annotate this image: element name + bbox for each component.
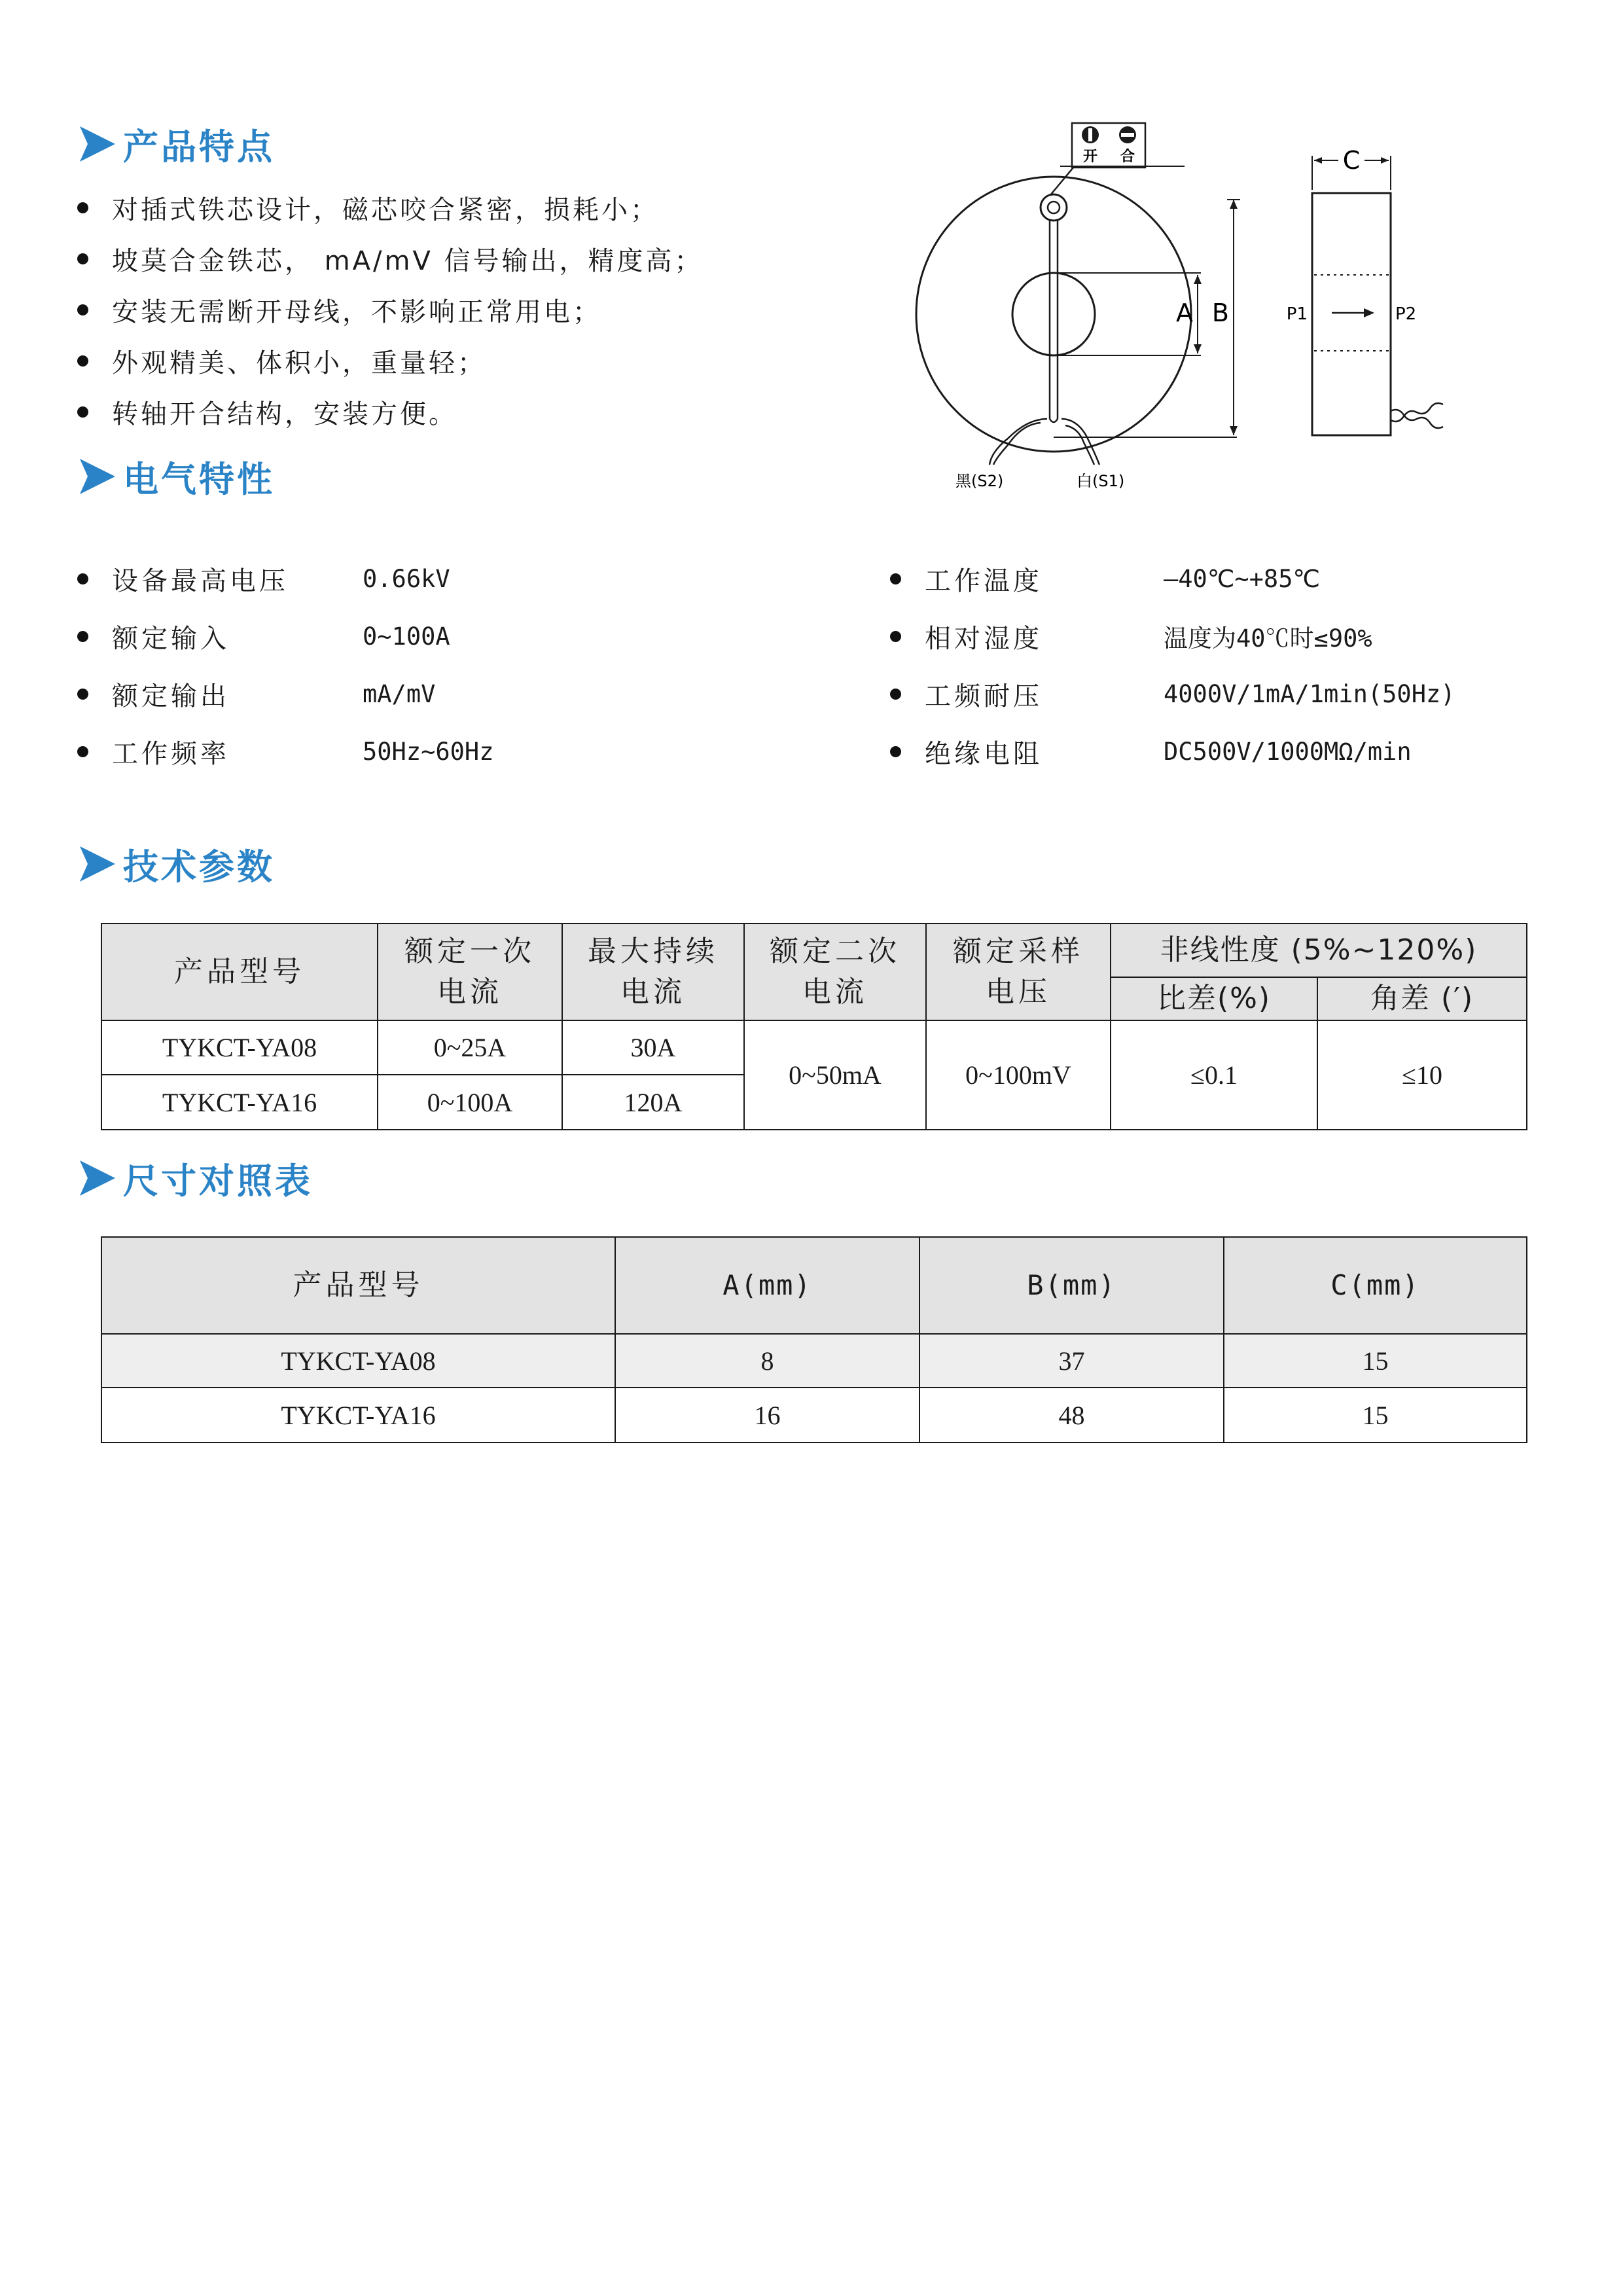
- spec-value: mA/mV: [363, 679, 436, 708]
- bullet-icon: [77, 253, 88, 264]
- spec-value: DC500V/1000MΩ/min: [1164, 737, 1412, 766]
- spec-value: 0~100A: [363, 622, 450, 651]
- header-line: 额定二次: [770, 935, 901, 968]
- header-rated-secondary-current: [744, 924, 926, 1020]
- arrow-icon: [77, 1158, 118, 1198]
- spec-label: 额定输入: [112, 623, 230, 654]
- cell-ratio-error: ≤0.1: [1111, 1020, 1317, 1130]
- cell-model: TYKCT-YA08: [101, 1020, 378, 1075]
- header-model: 产品型号: [101, 1237, 615, 1334]
- arrow-icon: [77, 124, 118, 164]
- bullet-icon: [77, 746, 88, 757]
- cell-a: 8: [615, 1334, 919, 1388]
- header-line: 额定一次: [404, 935, 535, 968]
- cell-c: 15: [1224, 1334, 1527, 1388]
- dimension-b-label: B: [1211, 298, 1229, 327]
- bullet-icon: [890, 631, 901, 642]
- switch-close-label: 合: [1120, 149, 1135, 165]
- bullet-icon: [890, 573, 901, 584]
- cell-c: 15: [1224, 1388, 1527, 1443]
- bullet-icon: [77, 631, 88, 642]
- section-heading-dimensions: [77, 1155, 313, 1201]
- bullet-icon: [77, 202, 88, 213]
- spec-value: 温度为40℃时≤90%: [1164, 624, 1372, 653]
- header-line: 电流: [437, 975, 503, 1009]
- feature-text: 对插式铁芯设计，磁芯咬合紧密，损耗小；: [112, 194, 659, 225]
- feature-text: 外观精美、体积小，重量轻；: [112, 348, 486, 378]
- table-row: [101, 1020, 1527, 1075]
- bullet-icon: [77, 355, 88, 367]
- bullet-icon: [890, 689, 901, 700]
- section-heading-electrical: [77, 454, 275, 499]
- spec-label: 额定输出: [112, 681, 230, 711]
- dimensions-table: [101, 1236, 1527, 1443]
- lead-white-label: 白(S1): [1077, 472, 1125, 490]
- bullet-icon: [77, 689, 88, 700]
- cell-b: 48: [919, 1388, 1224, 1443]
- cell-angle-error: ≤10: [1317, 1020, 1527, 1130]
- split-line: [1050, 221, 1058, 419]
- lead-black: [990, 419, 1047, 465]
- spec-row: [890, 607, 1372, 665]
- section-heading-technical: [77, 841, 275, 887]
- cell-b: 37: [919, 1334, 1224, 1388]
- header-line: 额定采样: [953, 935, 1084, 968]
- feature-list: [77, 182, 704, 437]
- arrow-icon: [77, 844, 118, 884]
- header-a: A(mm): [615, 1237, 919, 1334]
- spec-label: 工频耐压: [925, 681, 1043, 711]
- electrical-specs-right: [890, 550, 1455, 780]
- spec-value: 0.66kV: [363, 564, 450, 593]
- header-b: B(mm): [919, 1237, 1224, 1334]
- spec-row: [77, 607, 450, 665]
- feature-item: [77, 386, 704, 437]
- cell-model: TYKCT-YA08: [101, 1334, 615, 1388]
- spec-row: [890, 665, 1455, 723]
- table-header-row: [101, 924, 1527, 977]
- table-row: [101, 1334, 1527, 1388]
- cell-rated-primary: 0~25A: [378, 1020, 562, 1075]
- bullet-icon: [77, 406, 88, 418]
- switch-open-label: 开: [1082, 149, 1098, 165]
- product-diagram: [910, 111, 1499, 504]
- header-rated-primary-current: [378, 924, 562, 1020]
- spec-label: 设备最高电压: [112, 565, 289, 596]
- spec-label: 相对湿度: [925, 623, 1043, 654]
- spec-row: [890, 723, 1412, 780]
- spec-row: [77, 723, 494, 780]
- dimension-a-label: A: [1176, 298, 1193, 327]
- cell-max-continuous: 120A: [562, 1075, 744, 1130]
- cell-a: 16: [615, 1388, 919, 1443]
- spec-row: [77, 665, 436, 723]
- header-model: 产品型号: [101, 924, 378, 1020]
- header-line: 电流: [620, 975, 686, 1009]
- spec-row: [890, 550, 1321, 607]
- section-heading-text: 电气特性: [123, 457, 275, 500]
- p1-label: P1: [1286, 304, 1308, 324]
- spec-value: —40℃~+85℃: [1164, 564, 1321, 593]
- table-header-row: [101, 1237, 1527, 1334]
- header-angle-error: 角差 (′): [1317, 977, 1527, 1020]
- core-ring-inner: [1012, 273, 1095, 355]
- cell-max-continuous: 30A: [562, 1020, 744, 1075]
- dimension-c-label: C: [1342, 146, 1361, 175]
- section-heading-text: 产品特点: [123, 125, 275, 168]
- header-nonlinearity: 非线性度 (5%~120%): [1111, 924, 1527, 977]
- feature-text: 坡莫合金铁芯， mA/mV 信号输出，精度高；: [112, 245, 704, 276]
- section-heading-text: 技术参数: [123, 845, 275, 888]
- cell-rated-secondary: 0~50mA: [744, 1020, 926, 1130]
- header-line: 电流: [802, 975, 868, 1009]
- feature-item: [77, 284, 704, 335]
- feature-text: 安装无需断开母线，不影响正常用电；: [112, 296, 601, 327]
- bullet-icon: [77, 304, 88, 315]
- spec-label: 工作温度: [925, 565, 1043, 596]
- section-heading-features: [77, 121, 275, 167]
- spec-value: 4000V/1mA/1min(50Hz): [1164, 679, 1455, 708]
- electrical-specs-left: [77, 550, 494, 780]
- feature-text: 转轴开合结构，安装方便。: [112, 399, 457, 429]
- core-ring-outer: [916, 177, 1191, 452]
- lead-black-label: 黑(S2): [955, 472, 1004, 490]
- header-sampling-voltage: [926, 924, 1111, 1020]
- cell-model: TYKCT-YA16: [101, 1075, 378, 1130]
- cell-sampling-voltage: 0~100mV: [926, 1020, 1111, 1130]
- header-line: 最大持续: [588, 935, 719, 968]
- feature-item: [77, 335, 704, 386]
- hinge-icon: [1041, 194, 1067, 221]
- side-view: [1287, 146, 1443, 435]
- cell-rated-primary: 0~100A: [378, 1075, 562, 1130]
- current-direction-arrow-icon: [1364, 308, 1374, 317]
- cell-model: TYKCT-YA16: [101, 1388, 615, 1443]
- header-max-continuous-current: [562, 924, 744, 1020]
- feature-item: [77, 233, 704, 284]
- lead-white: [1061, 419, 1099, 465]
- spec-value: 50Hz~60Hz: [363, 737, 494, 766]
- spec-row: [77, 550, 450, 607]
- header-c: C(mm): [1224, 1237, 1527, 1334]
- table-row: [101, 1388, 1527, 1443]
- section-heading-text: 尺寸对照表: [123, 1159, 313, 1202]
- p2-label: P2: [1395, 304, 1417, 324]
- spec-label: 绝缘电阻: [925, 738, 1043, 769]
- header-ratio-error: 比差(%): [1111, 977, 1317, 1020]
- technical-parameters-table: [101, 923, 1527, 1130]
- arrow-icon: [77, 456, 118, 497]
- feature-item: [77, 182, 704, 233]
- twisted-leads: [1391, 403, 1443, 428]
- bullet-icon: [890, 746, 901, 757]
- header-line: 电压: [986, 975, 1051, 1009]
- bullet-icon: [77, 573, 88, 584]
- spec-label: 工作频率: [112, 738, 230, 769]
